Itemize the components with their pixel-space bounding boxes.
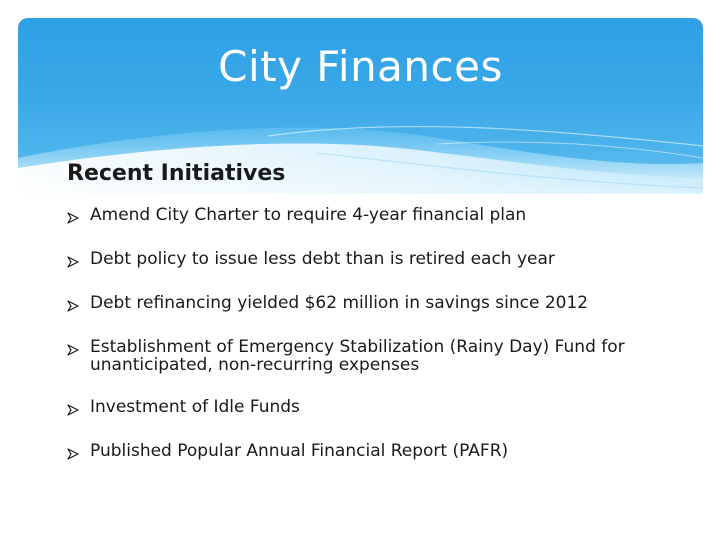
bullet-text: Published Popular Annual Financial Report (PAFR) bbox=[90, 441, 509, 461]
list-item bbox=[67, 398, 300, 416]
slide-title: City Finances bbox=[218, 42, 503, 91]
bullet-text: Establishment of Emergency Stabilization (Rainy Day) Fund for unanticipated, non-recurring expenses bbox=[90, 337, 625, 375]
arrowhead-bullet-icon bbox=[67, 404, 79, 416]
bullet-text: Amend City Charter to require 4-year financial plan bbox=[90, 205, 527, 225]
list-item bbox=[67, 206, 526, 224]
bullet-text: Debt policy to issue less debt than is retired each year bbox=[90, 249, 555, 269]
list-item bbox=[67, 442, 508, 460]
arrowhead-bullet-icon bbox=[67, 448, 79, 460]
section-subtitle: Recent Initiatives bbox=[67, 161, 286, 186]
list-item bbox=[67, 294, 588, 312]
list-item bbox=[67, 338, 697, 374]
arrowhead-bullet-icon bbox=[67, 212, 79, 224]
arrowhead-bullet-icon bbox=[67, 300, 79, 312]
bullet-text: Investment of Idle Funds bbox=[90, 397, 300, 417]
arrowhead-bullet-icon bbox=[67, 256, 79, 268]
list-item bbox=[67, 250, 555, 268]
arrowhead-bullet-icon bbox=[67, 344, 79, 356]
bullet-text: Debt refinancing yielded $62 million in savings since 2012 bbox=[90, 293, 589, 313]
